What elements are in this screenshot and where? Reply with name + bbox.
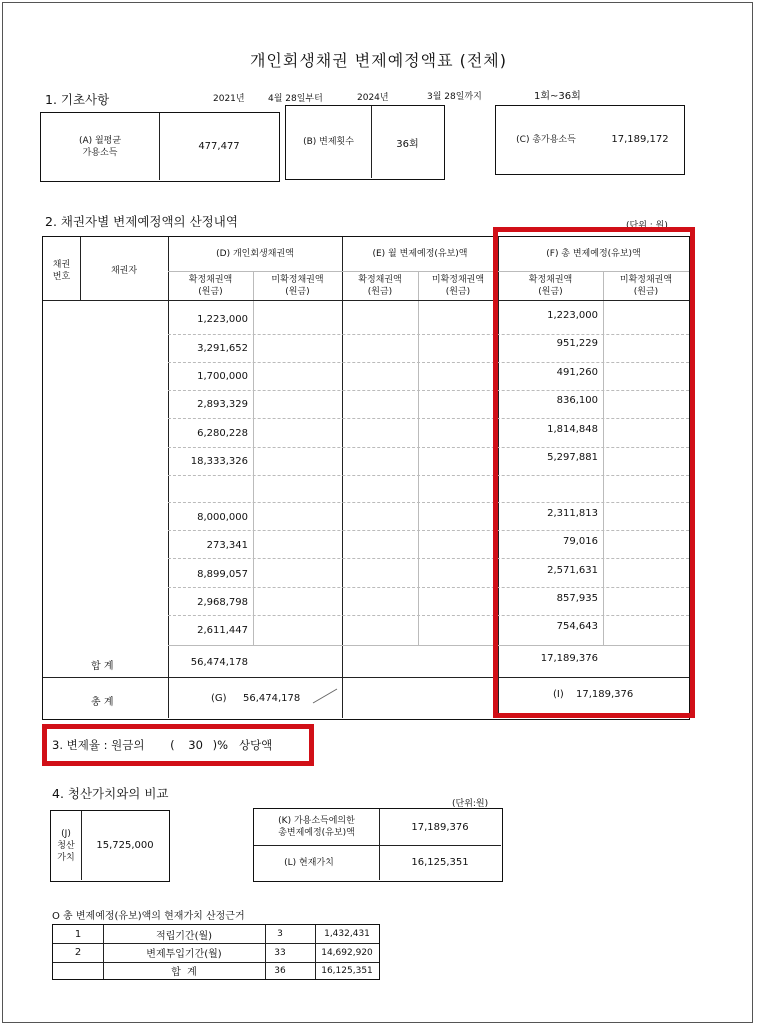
e-unconfirmed-2: (원금) <box>445 286 471 297</box>
row-d-value: 2,968,798 <box>197 597 248 608</box>
row-d-value: 2,893,329 <box>197 399 248 410</box>
pv-row-value: 1,432,431 <box>324 929 370 939</box>
period-start-year: 2021년 <box>213 94 245 104</box>
period-start-date: 4월 28일부터 <box>268 94 323 104</box>
l-label: (L) 현재가치 <box>284 857 334 868</box>
pv-row-no: 1 <box>74 928 82 940</box>
d-confirmed-2: (원금) <box>198 286 223 297</box>
subtotal-label: 합 계 <box>91 661 114 672</box>
row-f-value: 79,016 <box>563 536 598 547</box>
row-d-value: 8,899,057 <box>197 569 248 580</box>
pv-row-label: 적립기간(월) <box>155 930 213 942</box>
row-d-value: 1,223,000 <box>197 314 248 325</box>
row-d-value: 1,700,000 <box>197 371 248 382</box>
pv-row-months: 33 <box>274 947 286 958</box>
f-unconfirmed-1: 미확정채권액 <box>619 274 673 285</box>
box-c-value: 17,189,172 <box>611 134 669 145</box>
k-value: 17,189,376 <box>411 821 469 833</box>
l-value: 16,125,351 <box>411 857 469 868</box>
highlight-f-column <box>493 227 695 718</box>
section4-heading: 4. 청산가치와의 비교 <box>52 786 169 801</box>
total-g-label: (G) <box>211 693 227 704</box>
pv-table <box>52 924 380 980</box>
subtotal-f: 17,189,376 <box>540 653 598 664</box>
row-d-value: 273,341 <box>206 540 248 551</box>
col-e-header: (E) 월 변제예정(유보)액 <box>372 249 468 259</box>
d-confirmed-1: 확정채권액 <box>188 274 233 285</box>
period-end-year: 2024년 <box>357 93 389 103</box>
box-a-label-2: 가용소득 <box>82 147 118 158</box>
count-range: 1회~36회 <box>534 91 581 102</box>
d-unconfirmed-1: 미확정채권액 <box>271 274 324 285</box>
e-confirmed-1: 확정채권액 <box>358 274 402 285</box>
box-b-value: 36회 <box>396 138 419 150</box>
row-f-value: 857,935 <box>556 593 598 604</box>
box-b-label: (B) 변제횟수 <box>303 137 354 147</box>
f-confirmed-2: (원금) <box>538 286 563 297</box>
pv-row-label: 합 계 <box>171 967 197 978</box>
col-no-label-2: 번호 <box>52 272 71 282</box>
k-label-2: 총변제예정(유보)액 <box>278 828 355 838</box>
d-unconfirmed-2: (원금) <box>285 286 310 297</box>
e-confirmed-2: (원금) <box>367 286 393 297</box>
pen-stroke-mark <box>311 685 339 705</box>
row-d-value: 6,280,228 <box>197 428 248 439</box>
rate-line <box>52 737 272 753</box>
box-c-label: (C) 총가용소득 <box>516 134 576 145</box>
j-label-3: 가치 <box>57 852 75 863</box>
section4-unit: (단위:원) <box>452 799 489 809</box>
box-j <box>50 810 170 882</box>
row-f-value: 2,571,631 <box>547 565 598 576</box>
box-kl <box>253 808 503 882</box>
row-d-value: 2,611,447 <box>197 625 248 636</box>
rate-suffix: )% 상당액 <box>212 738 273 752</box>
j-value: 15,725,000 <box>96 840 154 851</box>
subtotal-d: 56,474,178 <box>190 657 248 668</box>
row-f-value: 1,814,848 <box>547 424 598 435</box>
k-label-1: (K) 가용소득에의한 <box>278 816 355 826</box>
section2-unit: (단위 : 원) <box>626 221 668 231</box>
f-confirmed-1: 확정채권액 <box>528 274 573 285</box>
row-f-value: 5,297,881 <box>547 452 598 463</box>
row-d-value: 3,291,652 <box>197 343 248 354</box>
box-a-label-1: (A) 월평균 <box>78 135 122 146</box>
total-label: 총 계 <box>91 697 114 708</box>
box-a <box>40 112 280 182</box>
total-i-label: (I) <box>553 689 564 700</box>
total-g-value: 56,474,178 <box>243 693 301 704</box>
pv-row-no: 2 <box>74 947 82 958</box>
row-f-value: 2,311,813 <box>547 508 598 519</box>
row-f-value: 754,643 <box>556 621 598 632</box>
row-f-value: 951,229 <box>556 338 598 349</box>
box-b <box>285 105 445 180</box>
col-no-label-1: 채권 <box>52 260 71 270</box>
pv-row-value: 16,125,351 <box>321 965 373 976</box>
col-f-header: (F) 총 변제예정(유보)액 <box>546 249 641 259</box>
j-label-1: (J) <box>61 828 71 839</box>
col-d-header: (D) 개인회생채권액 <box>216 249 294 259</box>
row-f-value: 491,260 <box>556 367 598 378</box>
f-unconfirmed-2: (원금) <box>633 286 659 297</box>
row-f-value: 1,223,000 <box>547 310 598 321</box>
j-label-2: 청산 <box>57 840 75 851</box>
box-c <box>495 105 685 175</box>
rate-value: 30 <box>188 738 203 752</box>
box-a-value: 477,477 <box>198 141 240 152</box>
rate-prefix: 3. 변제율 : 원금의 <box>52 738 145 752</box>
pv-row-label: 변제투입기간(월) <box>146 949 222 960</box>
pv-row-no <box>53 962 103 979</box>
total-i-value: 17,189,376 <box>576 689 634 700</box>
section2-heading: 2. 채권자별 변제예정액의 산정내역 <box>45 214 238 229</box>
document-title: 개인회생채권 변제예정액표 (전체) <box>249 51 508 70</box>
section1-heading: 1. 기초사항 <box>45 92 110 107</box>
row-d-value: 8,000,000 <box>197 512 248 523</box>
e-unconfirmed-1: 미확정채권액 <box>431 274 485 285</box>
col-creditor-header: 채권자 <box>110 266 138 276</box>
row-d-value: 18,333,326 <box>190 456 248 467</box>
rate-open-paren: ( <box>170 738 175 752</box>
pv-row-months: 3 <box>277 929 283 939</box>
pv-row-value: 14,692,920 <box>321 947 373 958</box>
pv-row-months: 36 <box>274 965 286 976</box>
period-end-date: 3월 28일까지 <box>427 92 482 102</box>
row-f-value: 836,100 <box>556 395 598 406</box>
section5-heading: O 총 변제예정(유보)액의 현재가치 산정근거 <box>52 911 245 922</box>
